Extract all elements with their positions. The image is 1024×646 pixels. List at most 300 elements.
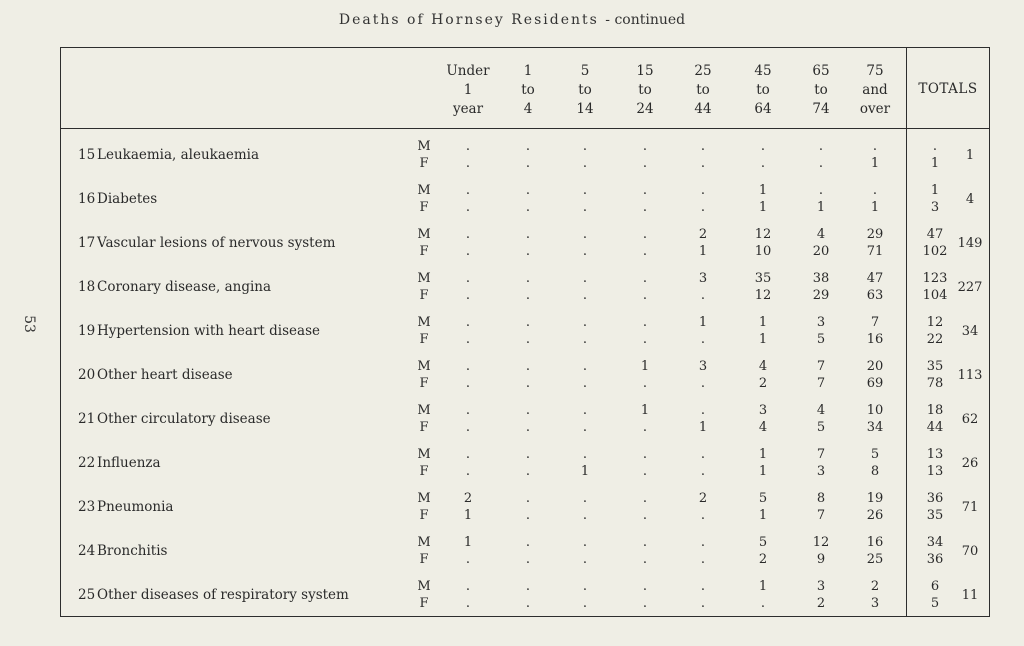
table-row	[0, 178, 1024, 222]
sex-total-cell: 1	[930, 183, 940, 198]
cause-number: 17	[78, 235, 96, 251]
column-header-line: 45	[754, 63, 772, 79]
data-cell: .	[642, 288, 648, 303]
data-cell: .	[818, 139, 824, 154]
column-header-line: to	[638, 82, 652, 98]
data-cell: .	[582, 596, 588, 611]
data-cell: .	[582, 227, 588, 242]
sex-total-cell: 35	[926, 359, 944, 374]
data-cell: 5	[758, 491, 768, 506]
cause-label: Bronchitis	[97, 543, 168, 559]
grand-total-cell: 34	[961, 324, 979, 339]
data-cell: .	[700, 596, 706, 611]
data-cell: 8	[816, 491, 826, 506]
data-cell: .	[525, 200, 531, 215]
column-header-line: 1	[463, 82, 473, 98]
cause-label: Coronary disease, angina	[97, 279, 272, 295]
data-cell: .	[642, 464, 648, 479]
data-cell: 5	[870, 447, 880, 462]
data-cell: .	[525, 139, 531, 154]
data-cell: 20	[812, 244, 830, 259]
data-cell: 4	[816, 403, 826, 418]
data-cell: .	[465, 403, 471, 418]
column-header-line: 64	[754, 101, 772, 117]
cause-number: 25	[78, 587, 96, 603]
sex-label-female: F	[419, 288, 429, 303]
data-cell: .	[465, 596, 471, 611]
data-cell: .	[818, 156, 824, 171]
data-cell: .	[642, 552, 648, 567]
sex-label-male: M	[417, 403, 431, 418]
data-cell: .	[525, 183, 531, 198]
column-header-line: 44	[694, 101, 712, 117]
data-cell: .	[760, 156, 766, 171]
grand-total-cell: 70	[961, 544, 979, 559]
table-row	[0, 354, 1024, 398]
data-cell: .	[582, 271, 588, 286]
data-cell: .	[700, 464, 706, 479]
sex-label-male: M	[417, 535, 431, 550]
data-cell: .	[465, 156, 471, 171]
data-cell: .	[642, 596, 648, 611]
grand-total-cell: 227	[957, 280, 983, 295]
data-cell: .	[582, 288, 588, 303]
data-cell: .	[465, 139, 471, 154]
column-header-line: to	[756, 82, 770, 98]
table-row	[0, 530, 1024, 574]
data-cell: .	[642, 420, 648, 435]
grand-total-cell: 4	[965, 192, 975, 207]
data-cell: 2	[758, 552, 768, 567]
title-suffix: - continued	[605, 12, 686, 28]
data-cell: .	[465, 447, 471, 462]
data-cell: 1	[698, 420, 708, 435]
column-header	[555, 62, 615, 119]
data-cell: .	[465, 271, 471, 286]
column-header-line: 65	[812, 63, 830, 79]
data-cell: .	[582, 183, 588, 198]
data-cell: .	[582, 200, 588, 215]
cause-label: Other heart disease	[97, 367, 233, 383]
sex-total-cell: 44	[926, 420, 944, 435]
data-cell: .	[642, 332, 648, 347]
data-cell: 7	[816, 359, 826, 374]
column-header	[791, 62, 851, 119]
data-cell: 1	[758, 579, 768, 594]
sex-label-male: M	[417, 183, 431, 198]
sex-label-female: F	[419, 552, 429, 567]
data-cell: 3	[816, 315, 826, 330]
column-header-line: 74	[812, 101, 830, 117]
data-cell: 7	[816, 508, 826, 523]
data-cell: .	[525, 288, 531, 303]
data-cell: .	[525, 491, 531, 506]
data-cell: 2	[463, 491, 473, 506]
data-cell: .	[642, 156, 648, 171]
data-cell: .	[525, 535, 531, 550]
data-cell: .	[818, 183, 824, 198]
data-cell: .	[642, 579, 648, 594]
data-cell: 1	[463, 508, 473, 523]
sex-total-cell: 34	[926, 535, 944, 550]
data-cell: 4	[816, 227, 826, 242]
data-cell: .	[582, 420, 588, 435]
data-cell: 1	[698, 244, 708, 259]
sex-total-cell: 6	[930, 579, 940, 594]
data-cell: 1	[758, 183, 768, 198]
data-cell: .	[465, 332, 471, 347]
sex-label-male: M	[417, 491, 431, 506]
data-cell: .	[525, 156, 531, 171]
sex-total-cell: 5	[930, 596, 940, 611]
data-cell: .	[525, 359, 531, 374]
sex-label-female: F	[419, 464, 429, 479]
data-cell: .	[465, 200, 471, 215]
data-cell: .	[465, 315, 471, 330]
column-header-line: 24	[636, 101, 654, 117]
data-cell: 3	[698, 359, 708, 374]
cause-number: 15	[78, 147, 96, 163]
data-cell: .	[582, 491, 588, 506]
data-cell: 3	[870, 596, 880, 611]
cause-number: 22	[78, 455, 96, 471]
data-cell: .	[700, 552, 706, 567]
sex-total-cell: 104	[922, 288, 948, 303]
data-cell: .	[642, 535, 648, 550]
sex-total-cell: 36	[926, 491, 944, 506]
column-header-line: 1	[523, 63, 533, 79]
sex-label-female: F	[419, 200, 429, 215]
data-cell: .	[700, 139, 706, 154]
data-cell: 16	[866, 332, 884, 347]
column-header-line: to	[696, 82, 710, 98]
data-cell: .	[525, 403, 531, 418]
data-cell: .	[465, 552, 471, 567]
data-cell: .	[700, 200, 706, 215]
data-cell: 7	[816, 376, 826, 391]
sex-total-cell: 18	[926, 403, 944, 418]
data-cell: .	[525, 271, 531, 286]
column-header-line: 25	[694, 63, 712, 79]
data-cell: .	[582, 403, 588, 418]
sex-label-female: F	[419, 508, 429, 523]
data-cell: 38	[812, 271, 830, 286]
sex-total-cell: 123	[922, 271, 948, 286]
data-cell: .	[642, 491, 648, 506]
cause-label: Leukaemia, aleukaemia	[97, 147, 260, 163]
data-cell: .	[700, 508, 706, 523]
sex-label-male: M	[417, 271, 431, 286]
data-cell: .	[465, 288, 471, 303]
sex-total-cell: 13	[926, 447, 944, 462]
column-header-line: 14	[576, 101, 594, 117]
sex-total-cell: 36	[926, 552, 944, 567]
cause-number: 16	[78, 191, 96, 207]
data-cell: 1	[758, 315, 768, 330]
data-cell: .	[760, 139, 766, 154]
data-cell: .	[525, 420, 531, 435]
grand-total-cell: 1	[965, 148, 975, 163]
sex-label-female: F	[419, 244, 429, 259]
grand-total-cell: 149	[957, 236, 983, 251]
data-cell: .	[465, 227, 471, 242]
data-cell: 47	[866, 271, 884, 286]
sex-total-cell: 3	[930, 200, 940, 215]
sex-label-male: M	[417, 359, 431, 374]
data-cell: 12	[754, 227, 772, 242]
data-cell: .	[700, 535, 706, 550]
data-cell: .	[465, 376, 471, 391]
sex-label-male: M	[417, 315, 431, 330]
data-cell: .	[582, 447, 588, 462]
cause-label: Other circulatory disease	[97, 411, 271, 427]
data-cell: .	[465, 464, 471, 479]
data-cell: .	[465, 183, 471, 198]
data-cell: .	[642, 183, 648, 198]
data-cell: 1	[758, 332, 768, 347]
sex-total-cell: 1	[930, 156, 940, 171]
data-cell: 12	[812, 535, 830, 550]
data-cell: 3	[816, 579, 826, 594]
data-cell: 8	[870, 464, 880, 479]
column-header-line: to	[521, 82, 535, 98]
data-cell: .	[700, 579, 706, 594]
grand-total-cell: 71	[961, 500, 979, 515]
cause-label: Vascular lesions of nervous system	[97, 235, 336, 251]
data-cell: 10	[866, 403, 884, 418]
data-cell: .	[642, 244, 648, 259]
data-cell: .	[525, 464, 531, 479]
data-cell: .	[582, 332, 588, 347]
table-row	[0, 222, 1024, 266]
table-row	[0, 486, 1024, 530]
sex-total-cell: 22	[926, 332, 944, 347]
data-cell: .	[582, 244, 588, 259]
data-cell: 29	[812, 288, 830, 303]
sex-total-cell: 78	[926, 376, 944, 391]
data-cell: .	[872, 183, 878, 198]
column-header	[498, 62, 558, 119]
data-cell: .	[700, 403, 706, 418]
data-cell: 1	[640, 403, 650, 418]
data-cell: 2	[698, 491, 708, 506]
sex-label-male: M	[417, 227, 431, 242]
data-cell: 29	[866, 227, 884, 242]
data-cell: .	[700, 288, 706, 303]
data-cell: .	[525, 508, 531, 523]
data-cell: 2	[870, 579, 880, 594]
data-cell: .	[582, 376, 588, 391]
data-cell: .	[642, 227, 648, 242]
data-cell: .	[465, 359, 471, 374]
column-header	[733, 62, 793, 119]
cause-label: Pneumonia	[97, 499, 174, 515]
cause-number: 20	[78, 367, 96, 383]
data-cell: 2	[698, 227, 708, 242]
data-cell: .	[700, 376, 706, 391]
data-cell: 12	[754, 288, 772, 303]
data-cell: 1	[758, 447, 768, 462]
cause-label: Hypertension with heart disease	[97, 323, 320, 339]
table-row	[0, 134, 1024, 178]
data-cell: .	[525, 579, 531, 594]
data-cell: 34	[866, 420, 884, 435]
data-cell: .	[642, 271, 648, 286]
column-header-line: 15	[636, 63, 654, 79]
data-cell: .	[465, 244, 471, 259]
table-row	[0, 398, 1024, 442]
data-cell: 1	[758, 464, 768, 479]
data-cell: .	[582, 535, 588, 550]
data-cell: .	[642, 447, 648, 462]
data-cell: 1	[580, 464, 590, 479]
data-cell: 5	[758, 535, 768, 550]
table-row	[0, 574, 1024, 618]
column-header-line: and	[862, 82, 888, 98]
data-cell: 1	[463, 535, 473, 550]
data-cell: .	[525, 376, 531, 391]
page-number: 53	[20, 315, 37, 333]
data-cell: .	[642, 200, 648, 215]
sex-label-male: M	[417, 447, 431, 462]
data-cell: .	[525, 552, 531, 567]
data-cell: 3	[816, 464, 826, 479]
column-header	[845, 62, 905, 119]
sex-label-female: F	[419, 376, 429, 391]
sex-label-male: M	[417, 579, 431, 594]
sex-total-cell: .	[932, 139, 938, 154]
data-cell: 63	[866, 288, 884, 303]
column-header-line: to	[578, 82, 592, 98]
table-row	[0, 266, 1024, 310]
totals-header: TOTALS	[918, 81, 978, 97]
data-cell: .	[582, 315, 588, 330]
data-cell: 19	[866, 491, 884, 506]
column-header	[438, 62, 498, 119]
data-cell: .	[700, 183, 706, 198]
sex-label-female: F	[419, 596, 429, 611]
data-cell: .	[525, 447, 531, 462]
sex-total-cell: 35	[926, 508, 944, 523]
data-cell: 7	[870, 315, 880, 330]
data-cell: 4	[758, 359, 768, 374]
cause-number: 21	[78, 411, 96, 427]
data-cell: .	[642, 508, 648, 523]
table-row	[0, 310, 1024, 354]
data-cell: 1	[640, 359, 650, 374]
cause-label: Diabetes	[97, 191, 158, 207]
data-cell: 16	[866, 535, 884, 550]
data-cell: 5	[816, 420, 826, 435]
data-cell: 10	[754, 244, 772, 259]
data-cell: 3	[758, 403, 768, 418]
sex-label-female: F	[419, 420, 429, 435]
column-header-line: 75	[866, 63, 884, 79]
data-cell: 2	[758, 376, 768, 391]
data-cell: .	[642, 376, 648, 391]
grand-total-cell: 26	[961, 456, 979, 471]
sex-label-female: F	[419, 156, 429, 171]
table-row	[0, 442, 1024, 486]
data-cell: 3	[698, 271, 708, 286]
data-cell: .	[700, 156, 706, 171]
data-cell: .	[525, 596, 531, 611]
cause-label: Influenza	[97, 455, 161, 471]
data-cell: .	[700, 332, 706, 347]
cause-label: Other diseases of respiratory system	[97, 587, 349, 603]
sex-total-cell: 13	[926, 464, 944, 479]
grand-total-cell: 62	[961, 412, 979, 427]
cause-number: 18	[78, 279, 96, 295]
column-header-line: over	[859, 101, 891, 117]
sex-total-cell: 12	[926, 315, 944, 330]
data-cell: .	[465, 579, 471, 594]
sex-total-cell: 47	[926, 227, 944, 242]
column-header-line: year	[452, 101, 484, 117]
data-cell: 1	[698, 315, 708, 330]
cause-number: 24	[78, 543, 96, 559]
title-text: Deaths of Hornsey Residents	[338, 12, 599, 28]
data-cell: .	[582, 359, 588, 374]
data-cell: .	[582, 579, 588, 594]
data-cell: .	[872, 139, 878, 154]
data-cell: .	[525, 227, 531, 242]
data-cell: 1	[758, 200, 768, 215]
data-cell: .	[642, 315, 648, 330]
column-header-line: 5	[580, 63, 590, 79]
data-cell: 25	[866, 552, 884, 567]
data-cell: 1	[870, 200, 880, 215]
data-cell: 1	[758, 508, 768, 523]
data-cell: 26	[866, 508, 884, 523]
data-cell: .	[760, 596, 766, 611]
sex-total-cell: 102	[922, 244, 948, 259]
data-cell: .	[582, 508, 588, 523]
data-cell: .	[525, 244, 531, 259]
cause-number: 23	[78, 499, 96, 515]
data-cell: .	[582, 156, 588, 171]
column-header-line: Under	[446, 63, 490, 79]
data-cell: .	[582, 139, 588, 154]
header-rule	[60, 128, 990, 129]
data-cell: 5	[816, 332, 826, 347]
data-cell: 20	[866, 359, 884, 374]
data-cell: 1	[870, 156, 880, 171]
data-cell: 9	[816, 552, 826, 567]
data-cell: 2	[816, 596, 826, 611]
data-cell: .	[700, 447, 706, 462]
data-cell: 4	[758, 420, 768, 435]
cause-number: 19	[78, 323, 96, 339]
data-cell: 35	[754, 271, 772, 286]
grand-total-cell: 113	[957, 368, 983, 383]
data-cell: 1	[816, 200, 826, 215]
column-header	[673, 62, 733, 119]
column-header-line: to	[814, 82, 828, 98]
column-header	[615, 62, 675, 119]
data-cell: .	[525, 315, 531, 330]
column-header-line: 4	[523, 101, 533, 117]
page-title	[0, 12, 1024, 28]
data-cell: .	[465, 420, 471, 435]
data-cell: .	[525, 332, 531, 347]
data-cell: .	[582, 552, 588, 567]
data-cell: 71	[866, 244, 884, 259]
data-cell: 69	[866, 376, 884, 391]
grand-total-cell: 11	[961, 588, 979, 603]
data-cell: 7	[816, 447, 826, 462]
sex-label-female: F	[419, 332, 429, 347]
